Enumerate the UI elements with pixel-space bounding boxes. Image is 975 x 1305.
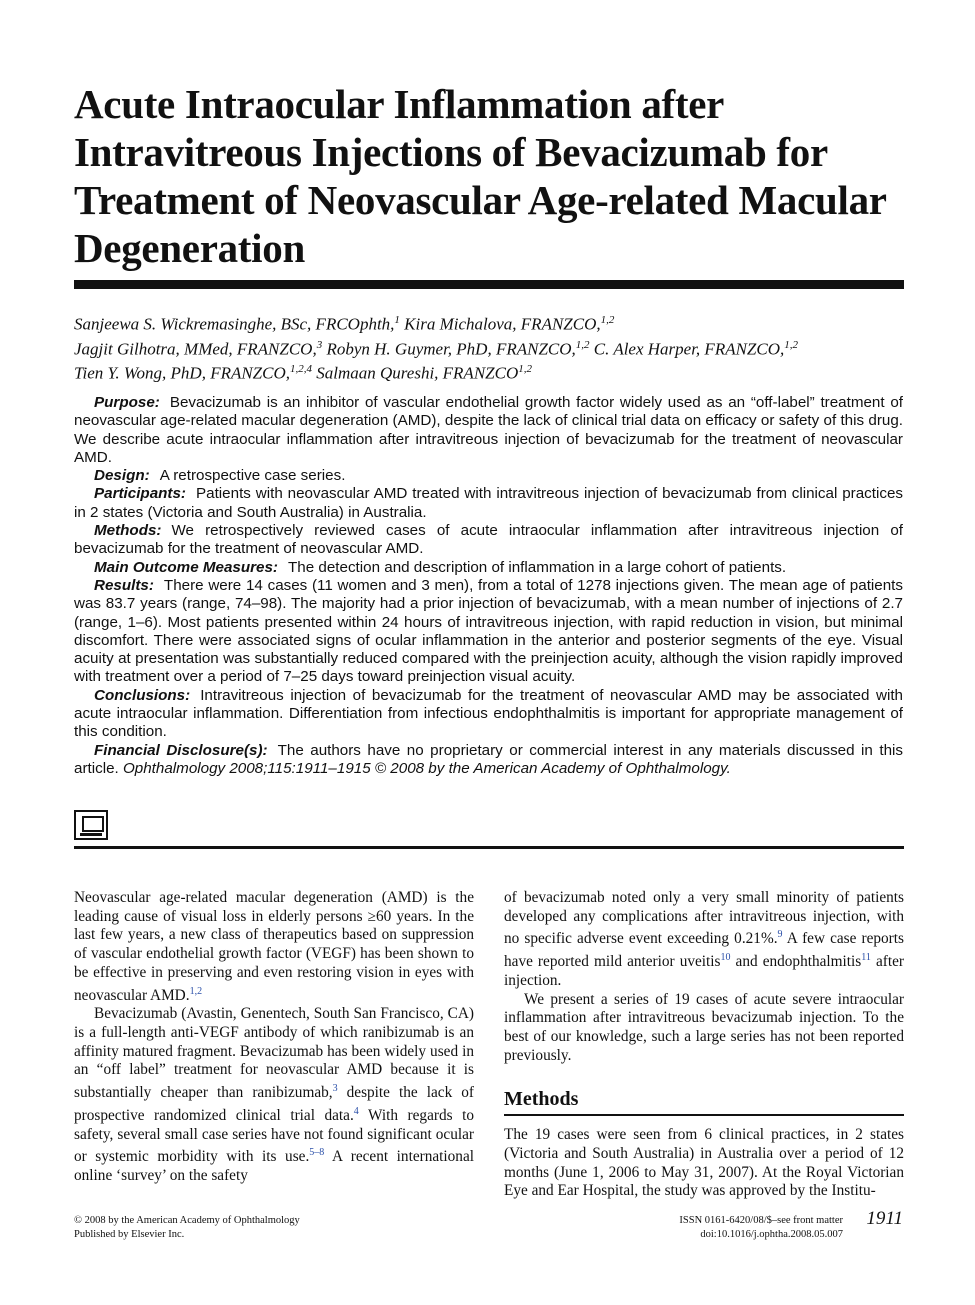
title-rule: [74, 280, 904, 289]
author-name: Kira Michalova, FRANZCO,: [404, 314, 601, 334]
abstract-rule: [74, 846, 904, 849]
abstract-conclusions: [74, 687, 903, 742]
footer-text: ISSN 0161-6420/08/$–see front matter: [679, 1215, 843, 1226]
author-name: Jagjit Gilhotra, MMed, FRANZCO,: [74, 339, 317, 359]
computer-icon: [74, 810, 108, 840]
abstract-text: Bevacizumab is an inhibitor of vascular endothelial growth factor widely used as an “off-label” treatment of neovascular age-related macular degeneration (AMD), despite the lack of clinical trial data on efficacy or safety of this drug. We describe acute intraocular inflammation after intravitreous injection of bevacizumab for the treatment of neovascular AMD.: [74, 394, 903, 466]
author-name: Tien Y. Wong, PhD, FRANZCO,: [74, 363, 291, 383]
reference-link[interactable]: 3: [332, 1083, 338, 1095]
author-affiliation: 1,2: [600, 314, 615, 326]
reference-link[interactable]: 9: [777, 929, 783, 941]
body-text: Neovascular age-related macular degeneration (AMD) is the leading cause of visual loss in elderly persons ≥60 years. In the last few years, a new class of therapeutics based on suppression of vascular endothelial growth factor (VEGF) has been shown to be effective in preserving and even restoring vision in eyes with neovascular AMD.: [74, 889, 474, 1004]
author-affiliation: 1: [394, 314, 400, 326]
section-heading: Methods: [504, 1090, 904, 1117]
reference-link[interactable]: 4: [353, 1105, 359, 1117]
abstract-text: The detection and description of inflammation in a large cohort of patients.: [288, 558, 787, 576]
author-affiliation: 1,2: [518, 363, 532, 376]
reference-link[interactable]: 1,2: [189, 985, 203, 997]
abstract-label: Results:: [94, 576, 154, 594]
abstract: [74, 394, 903, 778]
body-text: of bevacizumab noted only a very small minority of patients developed any complications after intravitreous injection, with no specific adverse event exceeding 0.21%.: [504, 889, 904, 948]
reference-link[interactable]: 11: [861, 952, 871, 964]
footer-issn: [679, 1214, 843, 1242]
body-paragraph: [74, 889, 474, 1005]
footer-text: Published by Elsevier Inc.: [74, 1229, 185, 1240]
abstract-results: [74, 577, 903, 687]
abstract-methods: [74, 522, 903, 559]
body-text: A recent international online ‘survey’ on the safety: [74, 1148, 474, 1185]
author-affiliation: 3: [316, 338, 323, 351]
abstract-outcome: [74, 559, 903, 577]
author-name: Robyn H. Guymer, PhD, FRANZCO,: [326, 339, 576, 359]
abstract-text: Patients with neovascular AMD treated with intravitreous injection of bevacizumab from clinical practices in 2 states (Victoria and South Australia) in Australia.: [74, 485, 903, 521]
body-text: and endophthalmitis: [730, 953, 862, 971]
abstract-text: A retrospective case series.: [159, 467, 346, 485]
footer-text: © 2008 by the American Academy of Ophthalmology: [74, 1215, 300, 1226]
abstract-label: Conclusions:: [94, 686, 191, 704]
author-affiliation: 1,2: [575, 338, 590, 351]
abstract-text: Intravitreous injection of bevacizumab for the treatment of neovascular AMD may be associated with acute intraocular inflammation. Differentiation from infectious endophthalmitis is important for appropriate management of this condition.: [74, 686, 903, 741]
reference-link[interactable]: 5–8: [309, 1147, 325, 1159]
author-affiliation: 1,2,4: [290, 363, 313, 376]
author-affiliation: 1,2: [784, 338, 798, 351]
body-text: With regards to safety, several small case series have not found significant ocular or systemic morbidity with its use.: [74, 1107, 474, 1166]
body-paragraph: [504, 889, 904, 991]
abstract-label: Financial Disclosure(s):: [94, 741, 268, 759]
author-name: Sanjeewa S. Wickremasinghe, BSc, FRCOphth,: [74, 314, 395, 334]
body-column-left: [74, 889, 474, 1186]
body-column-right: [504, 889, 904, 1201]
footer-copyright: [74, 1214, 300, 1242]
abstract-purpose: [74, 394, 903, 467]
reference-link[interactable]: 10: [720, 952, 731, 964]
journal-citation: Ophthalmology 2008;115:1911–1915 © 2008 by the American Academy of Ophthalmology.: [122, 759, 731, 777]
abstract-disclosure: [74, 742, 903, 779]
abstract-design: [74, 467, 903, 485]
body-paragraph: The 19 cases were seen from 6 clinical practices, in 2 states (Victoria and South Australia) in Australia over a period of 12 months (June 1, 2006 to May 31, 2007). At the Royal Victorian Eye and Ear Hospital, the study was approved by the Institu-: [504, 1126, 904, 1200]
body-text: Bevacizumab (Avastin, Genentech, South San Francisco, CA) is a full-length anti-VEGF antibody of which ranibizumab is an affinity matured fragment. Bevacizumab has been widely used in an “off label” treatment for neovascular AMD because it is substantially cheaper than ranibizumab,: [74, 1005, 474, 1102]
abstract-text: There were 14 cases (11 women and 3 men), from a total of 1278 injections given. The mean age of patients was 83.7 years (range, 74–98). The majority had a prior injection of bevacizumab, with a mean number of injections of 2.7 (range, 1–6). Most patients presented within 24 hours of intravitreous injection, with rapid reduction in vision, but minimal discomfort. There were associated signs of ocular inflammation in the anterior and posterior segments of the eye. Visual acuity at presentation was substantially reduced compared with the preinjection acuity, although the vision rapidly improved with treatment over a period of 7–25 days toward preinjection visual acuity.: [74, 576, 903, 686]
abstract-label: Main Outcome Measures:: [94, 558, 278, 576]
body-text: despite the lack of prospective randomized clinical trial data.: [74, 1084, 474, 1125]
abstract-label: Purpose:: [94, 394, 160, 411]
body-text: after injection.: [504, 953, 904, 989]
author-list: [74, 310, 909, 384]
body-text: A few case reports have reported mild anterior uveitis: [504, 930, 904, 971]
article-title: Acute Intraocular Inflammation after Intravitreous Injections of Bevacizumab for Treatment of Neovascular Age-related Macular Degeneration: [74, 81, 886, 271]
author-name: C. Alex Harper, FRANZCO,: [593, 339, 785, 359]
abstract-label: Participants:: [94, 485, 186, 503]
abstract-participants: [74, 485, 903, 522]
abstract-label: Design:: [94, 467, 150, 485]
abstract-label: Methods:: [94, 522, 162, 540]
author-name: Salmaan Qureshi, FRANZCO: [316, 363, 519, 383]
body-paragraph: [74, 1005, 474, 1186]
abstract-text: We retrospectively reviewed cases of acute intraocular inflammation after intravitreous injection of bevacizumab for the treatment of neovascular AMD.: [74, 522, 903, 558]
abstract-text: The authors have no proprietary or commercial interest in any materials discussed in this article.: [74, 741, 903, 777]
doi-link[interactable]: doi:10.1016/j.ophtha.2008.05.007: [700, 1229, 843, 1240]
body-paragraph: We present a series of 19 cases of acute severe intraocular inflammation after intravitreous bevacizumab injection. To the best of our knowledge, such a large series has not been reported previously.: [504, 990, 904, 1064]
page-number: 1911: [866, 1208, 903, 1229]
